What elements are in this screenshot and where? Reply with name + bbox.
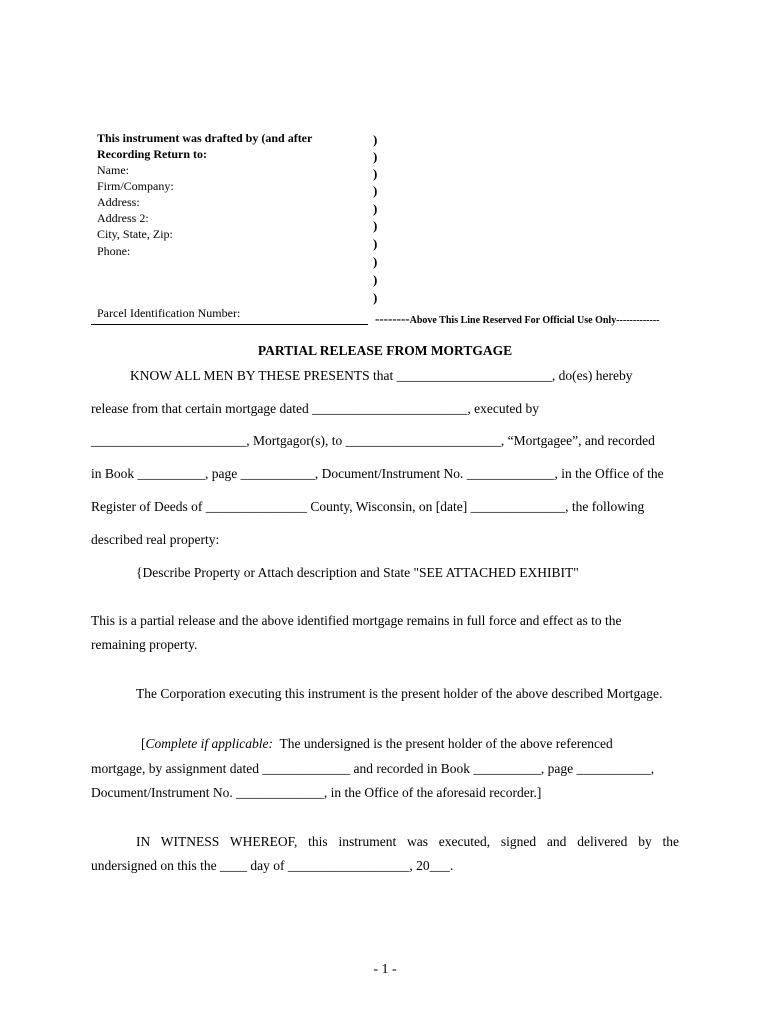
describe-property-instruction: {Describe Property or Attach description and State "SEE ATTACHED EXHIBIT" bbox=[136, 565, 579, 580]
parcel-id-rule bbox=[91, 324, 368, 325]
official-use-line bbox=[375, 311, 660, 327]
field-firm-label: Firm/Company: bbox=[97, 179, 174, 193]
field-address2-label: Address 2: bbox=[97, 211, 149, 225]
paren: ) bbox=[373, 183, 378, 198]
complete-if-applicable-line-2: mortgage, by assignment dated _____________ and recorded in Book __________, page ___________, bbox=[91, 761, 655, 776]
complete-bracket: [ bbox=[141, 736, 146, 751]
paren: ) bbox=[373, 149, 378, 164]
official-use-dashes: -------- bbox=[375, 311, 410, 326]
field-name-label: Name: bbox=[97, 163, 129, 177]
complete-if-applicable-line-3: Document/Instrument No. _____________, in the Office of the aforesaid recorder.] bbox=[91, 785, 542, 800]
paren: ) bbox=[373, 166, 378, 181]
witness-line-1: IN WITNESS WHEREOF, this instrument was executed, signed and delivered by the bbox=[136, 834, 679, 849]
field-city-state-zip-label: City, State, Zip: bbox=[97, 227, 173, 241]
paren: ) bbox=[373, 218, 378, 233]
paren: ) bbox=[373, 290, 378, 305]
document-title: PARTIAL RELEASE FROM MORTGAGE bbox=[257, 343, 513, 358]
p1-line-2: release from that certain mortgage dated _______________________, executed by bbox=[91, 401, 539, 416]
p1-line-3: _______________________, Mortgagor(s), to _______________________, “Mortgagee”, and recorded bbox=[91, 433, 655, 448]
field-address-label: Address: bbox=[97, 195, 140, 209]
drafted-by-line-2: Recording Return to: bbox=[97, 147, 207, 161]
paren: ) bbox=[373, 254, 378, 269]
page-number: - 1 - bbox=[373, 962, 397, 977]
witness-line-2: undersigned on this the ____ day of __________________, 20___. bbox=[91, 858, 454, 873]
p1-line-5: Register of Deeds of _______________ County, Wisconsin, on [date] ______________, the following bbox=[91, 499, 645, 514]
drafted-by-line-1: This instrument was drafted by (and after bbox=[97, 131, 313, 145]
p1-line-6: described real property: bbox=[91, 532, 220, 547]
paren: ) bbox=[373, 132, 378, 147]
partial-release-line-2: remaining property. bbox=[91, 637, 198, 652]
p1-line-4: in Book __________, page ___________, Document/Instrument No. _____________, in the Office of the bbox=[91, 466, 664, 481]
parcel-id-label: Parcel Identification Number: bbox=[97, 306, 241, 320]
official-use-text: Above This Line Reserved For Official Use Only------------- bbox=[409, 315, 660, 326]
paren: ) bbox=[373, 272, 378, 287]
complete-rest: The undersigned is the present holder of the above referenced bbox=[272, 736, 613, 751]
complete-italic-label: Complete if applicable: bbox=[145, 736, 273, 751]
complete-if-applicable-line-1 bbox=[141, 736, 613, 752]
field-phone-label: Phone: bbox=[97, 244, 131, 258]
partial-release-line-1: This is a partial release and the above identified mortgage remains in full force and effect as to the bbox=[91, 613, 622, 628]
corporation-statement: The Corporation executing this instrument is the present holder of the above described Mortgage. bbox=[136, 686, 663, 701]
p1-line-1: KNOW ALL MEN BY THESE PRESENTS that _______________________, do(es) hereby bbox=[130, 368, 633, 383]
paren: ) bbox=[373, 236, 378, 251]
paren: ) bbox=[373, 201, 378, 216]
